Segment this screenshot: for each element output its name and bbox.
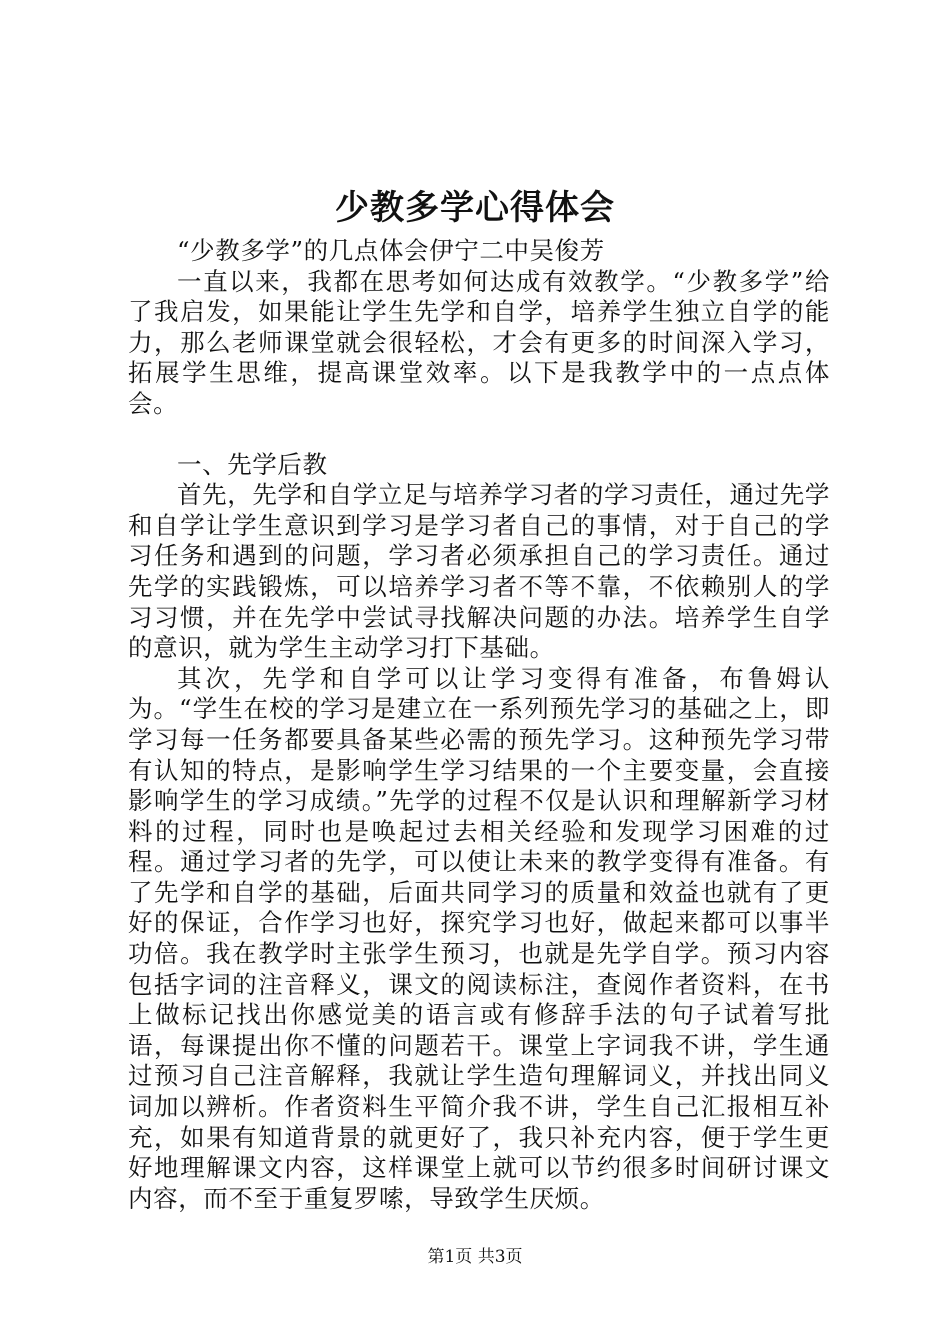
- section-heading: 一、先学后教: [177, 449, 328, 479]
- intro-paragraph: 一直以来，我都在思考如何达成有效教学。“少教多学”给了我启发，如果能让学生先学和自学，培养学生独立自学的能力，那么老师课堂就会很轻松，才会有更多的时间深入学习，拓展学生思维，提高课堂效率。以下是我教学中的一点点体会。: [128, 266, 830, 418]
- document-body: [128, 236, 830, 1214]
- page-footer: 第1页 共3页: [427, 1247, 523, 1267]
- subtitle-paragraph: “少教多学”的几点体会伊宁二中吴俊芳: [177, 236, 605, 265]
- body-paragraph: 首先，先学和自学立足与培养学习者的学习责任，通过先学和自学让学生意识到学习是学习者自己的事情，对于自己的学习任务和遇到的问题，学习者必须承担自己的学习责任。通过先学的实践锻炼，可以培养学习者不等不靠，不依赖别人的学习习惯，并在先学中尝试寻找解决问题的办法。培养学生自学的意识，就为学生主动学习打下基础。: [128, 480, 830, 663]
- body-paragraph: 其次，先学和自学可以让学习变得有准备，布鲁姆认为。“学生在校的学习是建立在一系列预先学习的基础之上，即学习每一任务都要具备某些必需的预先学习。这种预先学习带有认知的特点，是影响学生学习结果的一个主要变量，会直接影响学生的学习成绩。”先学的过程不仅是认识和理解新学习材料的过程，同时也是唤起过去相关经验和发现学习困难的过程。通过学习者的先学，可以使让未来的教学变得有准备。有了先学和自学的基础，后面共同学习的质量和效益也就有了更好的保证，合作学习也好，探究学习也好，做起来都可以事半功倍。我在教学时主张学生预习，也就是先学自学。预习内容包括字词的注音释义，课文的阅读标注，查阅作者资料，在书上做标记找出你感觉美的语言或有修辞手法的句子试着写批语，每课提出你不懂的问题若干。课堂上字词我不讲，学生通过预习自己注音解释，我就让学生造句理解词义，并找出同义词加以辨析。作者资料生平简介我不讲，学生自己汇报相互补充，如果有知道背景的就更好了，我只补充内容，便于学生更好地理解课文内容，这样课堂上就可以节约很多时间研讨课文内容，而不至于重复罗嗦，导致学生厌烦。: [128, 663, 830, 1213]
- document-title: 少教多学心得体会: [335, 188, 615, 228]
